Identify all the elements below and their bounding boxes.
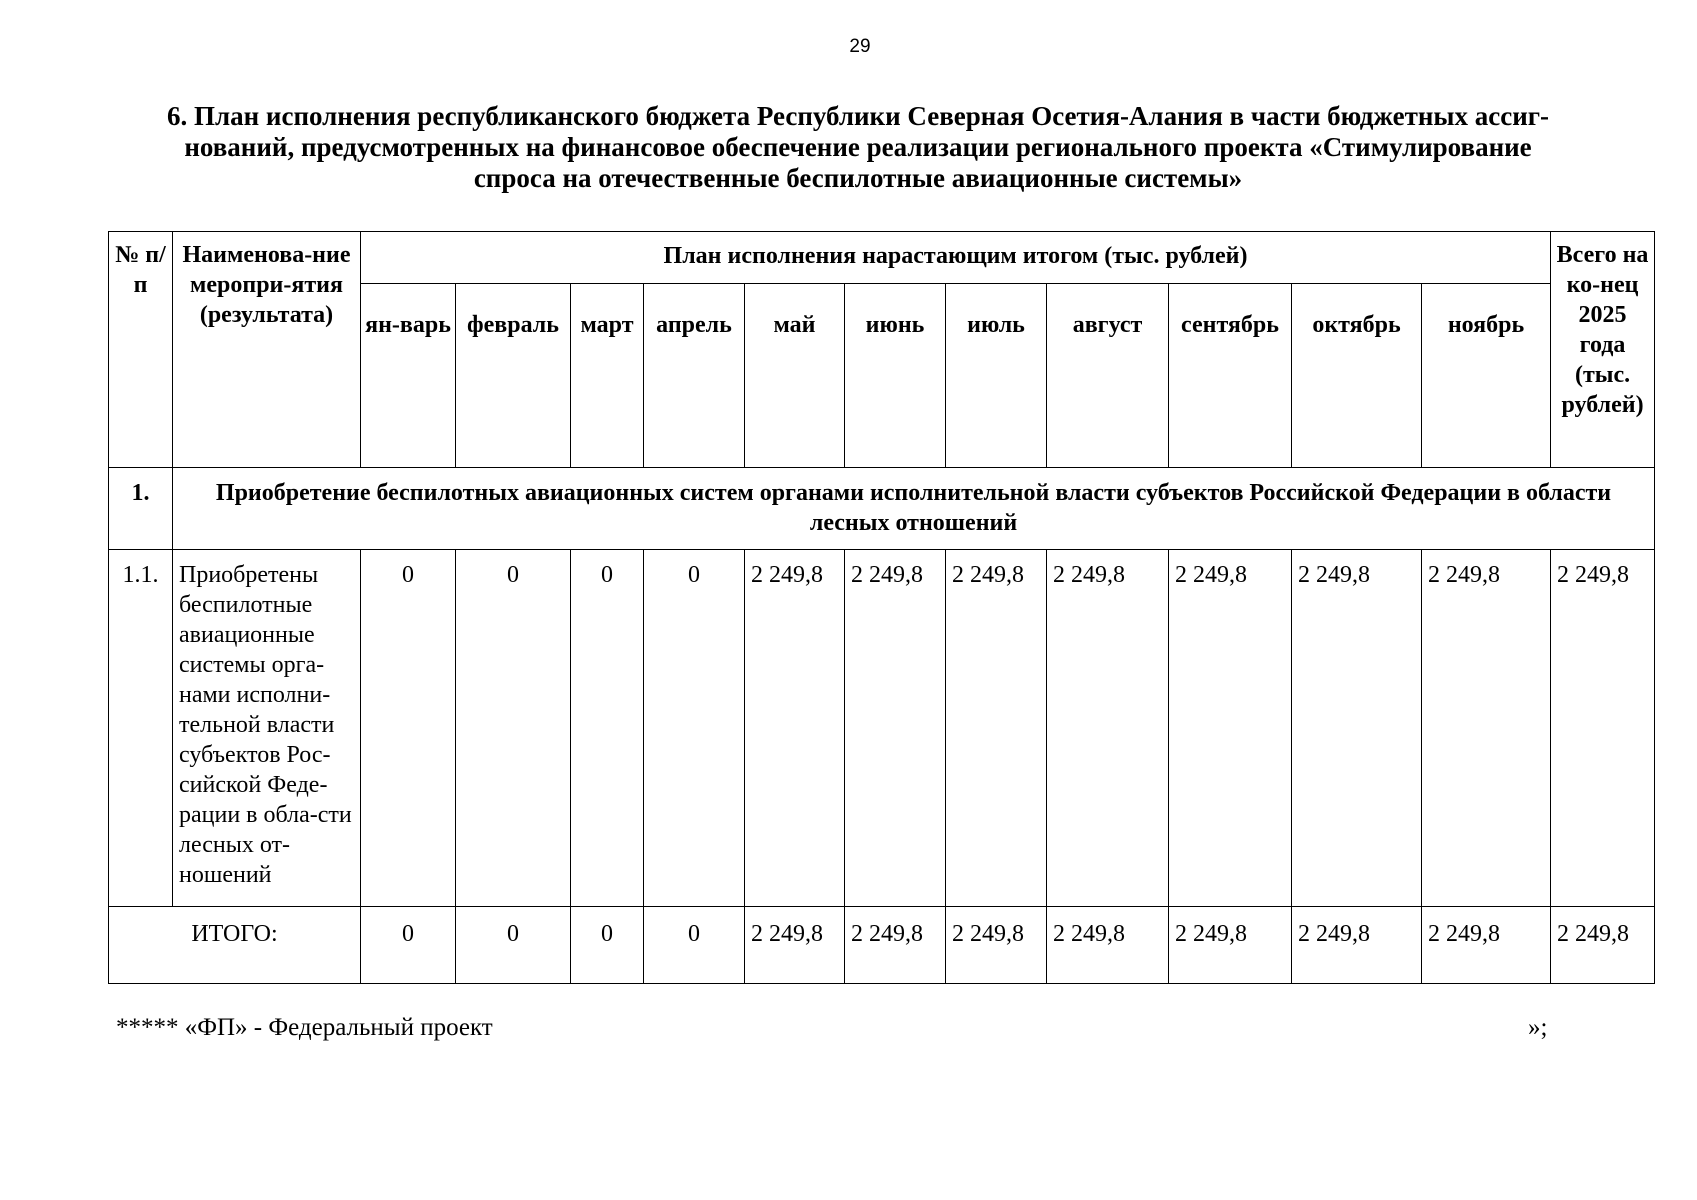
row-value-june: 2 249,8 xyxy=(845,550,946,907)
totals-value-july: 2 249,8 xyxy=(946,907,1047,984)
row-value-april: 0 xyxy=(644,550,745,907)
row-value-total: 2 249,8 xyxy=(1551,550,1655,907)
totals-value-total: 2 249,8 xyxy=(1551,907,1655,984)
totals-value-april: 0 xyxy=(644,907,745,984)
row-number: 1.1. xyxy=(109,550,173,907)
header-month-september: сентябрь xyxy=(1169,284,1292,468)
header-row-top xyxy=(109,232,1655,284)
header-total: Всего на ко-нец 2025 года (тыс. рублей) xyxy=(1551,232,1655,468)
totals-value-november: 2 249,8 xyxy=(1422,907,1551,984)
row-value-august: 2 249,8 xyxy=(1047,550,1169,907)
totals-row xyxy=(109,907,1655,984)
totals-value-october: 2 249,8 xyxy=(1292,907,1422,984)
header-month-october: октябрь xyxy=(1292,284,1422,468)
header-num: № п/п xyxy=(109,232,173,468)
row-value-march: 0 xyxy=(571,550,644,907)
header-month-june: июнь xyxy=(845,284,946,468)
title-line-3: спроса на отечественные беспилотные авиационные системы» xyxy=(473,163,1243,193)
section-title: Приобретение беспилотных авиационных систем органами исполнительной власти субъектов Российской Федерации в области лесных отношений xyxy=(173,468,1655,550)
budget-plan-table xyxy=(108,231,1655,984)
row-value-november: 2 249,8 xyxy=(1422,550,1551,907)
row-value-october: 2 249,8 xyxy=(1292,550,1422,907)
table-row xyxy=(109,550,1655,907)
section-number: 1. xyxy=(109,468,173,550)
header-month-january: ян-варь xyxy=(361,284,456,468)
totals-value-september: 2 249,8 xyxy=(1169,907,1292,984)
row-value-september: 2 249,8 xyxy=(1169,550,1292,907)
header-month-august: август xyxy=(1047,284,1169,468)
totals-value-january: 0 xyxy=(361,907,456,984)
header-month-may: май xyxy=(745,284,845,468)
section-row xyxy=(109,468,1655,550)
document-title xyxy=(108,101,1608,194)
header-month-march: март xyxy=(571,284,644,468)
header-name: Наименова-ние меропри-ятия (результата) xyxy=(173,232,361,468)
row-value-may: 2 249,8 xyxy=(745,550,845,907)
totals-value-august: 2 249,8 xyxy=(1047,907,1169,984)
totals-value-may: 2 249,8 xyxy=(745,907,845,984)
closing-quote: »; xyxy=(1528,1014,1548,1041)
header-month-april: апрель xyxy=(644,284,745,468)
totals-value-june: 2 249,8 xyxy=(845,907,946,984)
header-month-february: февраль xyxy=(456,284,571,468)
row-value-january: 0 xyxy=(361,550,456,907)
footnote: ***** «ФП» - Федеральный проект xyxy=(116,1014,493,1041)
row-value-july: 2 249,8 xyxy=(946,550,1047,907)
header-plan-group: План исполнения нарастающим итогом (тыс. рублей) xyxy=(361,232,1551,284)
title-line-2: нований, предусмотренных на финансовое обеспечение реализации регионального проекта «Стимулирование xyxy=(184,132,1532,162)
header-month-november: ноябрь xyxy=(1422,284,1551,468)
row-name: Приобретены беспилотные авиационные системы орга-нами исполни-тельной власти субъектов Рос-сийской Феде-рации в обла-сти лесных от-ношений xyxy=(173,550,361,907)
totals-label: ИТОГО: xyxy=(109,907,361,984)
header-month-july: июль xyxy=(946,284,1047,468)
title-line-1: 6. План исполнения республиканского бюджета Республики Северная Осетия-Алания в части бюджетных ассиг- xyxy=(166,101,1550,131)
totals-value-february: 0 xyxy=(456,907,571,984)
page-number: 29 xyxy=(849,36,871,57)
row-value-february: 0 xyxy=(456,550,571,907)
totals-value-march: 0 xyxy=(571,907,644,984)
